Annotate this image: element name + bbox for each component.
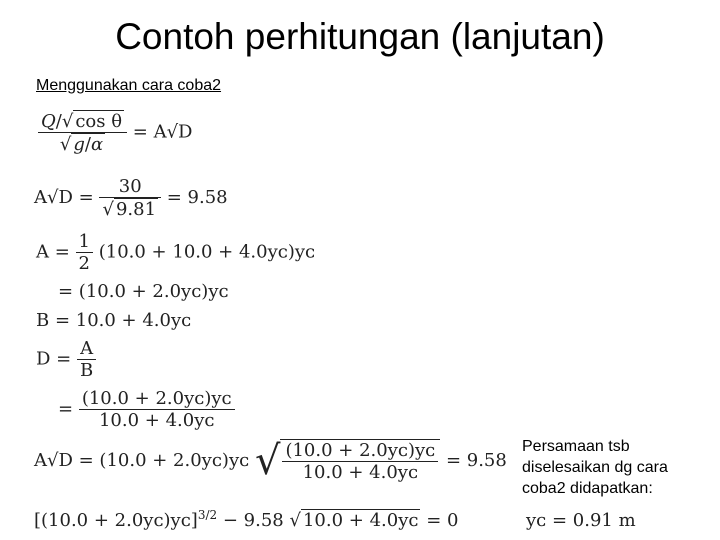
equation-expression: B = 10.0 + 4.0yᴄ bbox=[36, 310, 192, 331]
method-subtitle: Menggunakan cara coba2 bbox=[36, 77, 222, 94]
fraction bbox=[282, 440, 438, 483]
fraction bbox=[76, 231, 93, 274]
equation-7 bbox=[58, 388, 235, 431]
equation-8 bbox=[34, 438, 507, 484]
equation-1 bbox=[38, 110, 192, 155]
radicand: 10.0 + 4.0yᴄ bbox=[302, 510, 419, 531]
equation-6 bbox=[36, 338, 96, 381]
fraction: $\frac{\text{Q/√ cos θ}}{√ g/\alpha}$ bbox=[38, 110, 127, 155]
equation-4 bbox=[58, 281, 229, 302]
fraction bbox=[77, 338, 96, 381]
equation-left: [(10.0 + 2.0yᴄ)yᴄ] bbox=[34, 510, 198, 531]
numerator: (10.0 + 2.0yᴄ)yᴄ bbox=[285, 440, 436, 461]
denominator: 10.0 + 4.0yᴄ bbox=[79, 409, 235, 431]
equation-9: [(10.0 + 2.0yᴄ)yᴄ]$^{3/2}$ − 9.58 √ 10.0 + 4.0yᴄ = 0 bbox=[34, 508, 459, 531]
numerator: A bbox=[80, 338, 94, 359]
denominator: 10.0 + 4.0yᴄ bbox=[282, 461, 438, 483]
numerator: (10.0 + 2.0yᴄ)yᴄ bbox=[81, 388, 232, 409]
equation-expression: = (10.0 + 2.0yᴄ)yᴄ bbox=[58, 281, 229, 302]
equation-rhs: = 9.58 bbox=[166, 187, 228, 208]
equation-lhs: A√D = (10.0 + 2.0yᴄ)yᴄ bbox=[34, 450, 250, 471]
solution-note: Persamaan tsb diselesaikan dg cara coba2 didapatkan: bbox=[522, 438, 668, 497]
numerator: 1 bbox=[78, 231, 90, 252]
equation-2 bbox=[34, 176, 228, 220]
denominator-radicand: 9.81 bbox=[115, 199, 157, 220]
equation-lhs: A√D = bbox=[34, 187, 94, 208]
equation-lhs: = bbox=[58, 398, 74, 420]
solution-result: yᴄ = 0.91 m bbox=[526, 510, 636, 531]
equation-3 bbox=[36, 231, 315, 274]
equation-lhs: A = bbox=[36, 241, 70, 263]
equation-middle: − 9.58 bbox=[222, 510, 284, 531]
exponent: 3/2 bbox=[197, 508, 218, 522]
equation-5 bbox=[36, 310, 191, 331]
equation-lhs: D = bbox=[36, 348, 72, 370]
fraction: $\frac{30}{√ 9.81}$ bbox=[99, 176, 161, 220]
numerator: 30 bbox=[118, 176, 142, 197]
square-root: √ $\frac{\text{(10.0 + 2.0yᴄ)yᴄ}}{\text{10.0 + 4.0yᴄ}}$ bbox=[255, 438, 440, 484]
equation-rhs: = 9.58 bbox=[445, 450, 507, 471]
denominator: 2 bbox=[76, 252, 93, 274]
fraction bbox=[79, 388, 235, 431]
slide-title: Contoh perhitungan (lanjutan) bbox=[115, 16, 605, 57]
equation-rhs: = 0 bbox=[426, 510, 459, 531]
denominator: B bbox=[77, 359, 96, 381]
equation-expression: (10.0 + 10.0 + 4.0yᴄ)yᴄ bbox=[98, 241, 316, 263]
equation-rhs: = A√D bbox=[132, 121, 193, 143]
